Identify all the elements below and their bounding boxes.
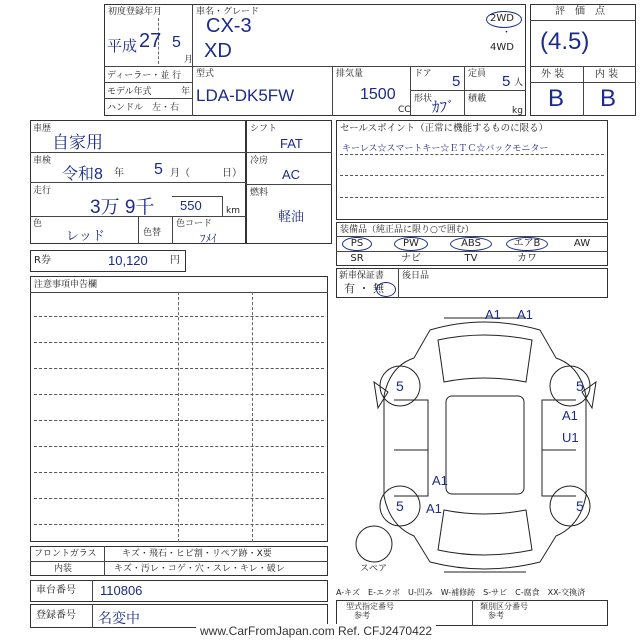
notes-vdash-2: [252, 292, 253, 542]
category-value: 自家用: [52, 133, 103, 152]
interior-value: B: [600, 85, 617, 112]
equip-abs: ABS: [461, 238, 481, 249]
form-vline: [472, 600, 473, 626]
header-vline2: [332, 66, 333, 116]
equip-leather: カワ: [517, 253, 537, 264]
sales-points-line1: キーレス☆スマートキー☆ＥＴＣ☆バックモニター: [342, 143, 549, 153]
mark-right-u1: U1: [562, 430, 579, 445]
equip-navi: ナビ: [401, 253, 421, 264]
chassis-value: 110806: [100, 583, 143, 598]
car-name-value: CX-3: [206, 15, 252, 37]
inspection-year-unit: 年: [114, 168, 124, 179]
cc-unit: CC: [398, 105, 411, 115]
shift-hline1: [246, 152, 332, 153]
header-hline-shape: [410, 90, 526, 91]
chassis-vline: [92, 580, 93, 602]
capacity-unit: 人: [514, 78, 524, 88]
color-label: 色: [33, 219, 43, 229]
spare-label: スペア: [360, 564, 388, 574]
sales-dash-2: [340, 197, 604, 198]
exterior-value: B: [548, 85, 565, 112]
form-ref-2: 参考: [488, 611, 504, 620]
notes-dash-8: [34, 524, 324, 525]
type-label: 型式: [196, 69, 215, 79]
mark-front-a1-right: A1: [517, 307, 533, 322]
notes-title: 注意事項申告欄: [34, 280, 98, 290]
car-diagram: [334, 300, 636, 584]
ac-value: AC: [282, 167, 301, 182]
load-unit: kg: [512, 106, 523, 116]
door-label: ドア: [414, 69, 432, 79]
notes-dash-7: [34, 498, 324, 499]
mark-wheel-fr: 5: [576, 378, 584, 394]
windshield-value: キズ・飛石・ヒビ割・リペア跡・X要: [122, 549, 272, 559]
sales-points-title: セールスポイント（正常に機能するものに限る）: [340, 123, 549, 134]
form-label-2: 類別区分番号: [480, 602, 528, 611]
legend-text: A-キズ E-エクボ U-凹み W-補修跡 S-サビ C-腐食 XX-交換済: [336, 588, 586, 597]
mark-wheel-rr: 5: [576, 498, 584, 514]
equipment-title: 装備品（純正品に限り○で囲む）: [340, 225, 474, 235]
fuel-value: 軽油: [278, 209, 305, 224]
rating-vline: [583, 66, 584, 116]
dealer-label: ディーラー・並 行: [107, 71, 182, 81]
month-unit: 月: [184, 55, 194, 65]
inspection-month-unit: 月（: [170, 168, 190, 179]
details-vline-color2: [172, 216, 173, 244]
inspection-era: 令和8: [62, 166, 103, 183]
sales-dash-0: [340, 154, 604, 155]
watermark: www.CarFromJapan.com Ref. CFJ2470422: [196, 624, 436, 638]
capacity-label: 定員: [468, 69, 487, 79]
equip-ps: PS: [350, 238, 364, 249]
mark-wheel-rl: 5: [396, 498, 404, 514]
notes-vdash-1: [178, 292, 179, 542]
inspection-label: 車検: [33, 156, 52, 166]
details-hline-km: [172, 196, 222, 197]
shift-label: シフト: [250, 124, 278, 134]
displacement-value: 1500: [360, 86, 396, 103]
form-label-1: 型式指定番号: [346, 602, 394, 611]
drive-4wd-label: 4WD: [490, 42, 514, 53]
shape-value: ｶﾌﾞ: [432, 99, 455, 116]
equip-airbag: エアB: [513, 238, 541, 249]
later-label: 後日品: [402, 271, 430, 281]
header-box: [104, 4, 526, 116]
notes-hline: [30, 292, 328, 293]
header-hline-model: [104, 98, 192, 99]
color-code-value: ﾌﾒｲ: [200, 233, 217, 245]
equip-sr: SR: [350, 253, 364, 264]
notes-dash-2: [34, 368, 324, 369]
header-divider: [104, 66, 526, 67]
mark-left-a1-upper: A1: [432, 473, 448, 488]
grade-value: XD: [204, 40, 232, 62]
reg-year-label: 初度登録年月: [108, 7, 163, 17]
interior-row-value: キズ・汚レ・コゲ・穴・スレ・キレ・破レ: [114, 564, 285, 574]
exterior-label: 外 装: [541, 69, 565, 80]
inspection-day-unit: 日）: [222, 168, 242, 179]
details-vline-km: [222, 196, 223, 216]
form-ref-1: 参考: [354, 611, 370, 620]
header-vline4: [464, 66, 465, 116]
score-value: (4.5): [540, 28, 590, 55]
warranty-none-circle: [376, 282, 396, 297]
warranty-vline: [398, 268, 399, 298]
interior-row-label: 内装: [54, 564, 73, 574]
mileage-value: 3万 9千: [90, 197, 155, 218]
equip-pw: PW: [403, 238, 419, 249]
chassis-label: 車台番号: [36, 585, 76, 596]
recycle-label: R券: [34, 255, 51, 266]
notes-dash-6: [34, 472, 324, 473]
mark-wheel-fl: 5: [396, 378, 404, 394]
model-year-label: モデル年式: [107, 87, 152, 97]
shift-value: FAT: [280, 136, 303, 151]
color-value: レッド: [66, 228, 105, 243]
shift-hline2: [246, 184, 332, 185]
mileage-sub: 550: [180, 198, 202, 213]
header-hline-dealer: [104, 82, 192, 83]
windshield-vline: [104, 546, 105, 576]
km-unit: km: [226, 206, 240, 216]
equipment-hline2: [336, 251, 608, 252]
mark-left-a1-lower: A1: [426, 501, 442, 516]
fuel-label: 燃料: [250, 188, 269, 198]
interior-label: 内 装: [595, 69, 619, 80]
year-value: 27: [139, 30, 162, 52]
year-unit: 年: [181, 87, 191, 97]
category-label: 車歴: [33, 124, 52, 134]
mark-front-a1-left: A1: [485, 307, 501, 322]
type-value: LDA-DK5FW: [196, 86, 295, 105]
inspection-month: 5: [154, 161, 163, 178]
warranty-value: 有 ・ 無: [344, 282, 384, 295]
door-value: 5: [452, 73, 461, 90]
car-name-label: 車名・グレード: [196, 7, 260, 17]
mileage-label: 走行: [33, 186, 52, 196]
notes-dash-3: [34, 394, 324, 395]
warranty-label: 新車保証書: [339, 271, 385, 281]
registration-value: 名変中: [98, 610, 140, 626]
equip-tv: TV: [464, 253, 478, 264]
sales-points-box: [336, 120, 608, 220]
load-label: 積載: [468, 94, 487, 104]
notes-dash-5: [34, 446, 324, 447]
capacity-value: 5: [502, 73, 511, 90]
windshield-label: フロントガラス: [34, 549, 97, 559]
ac-label: 冷房: [250, 156, 269, 166]
sales-dash-1: [340, 175, 604, 176]
equip-aw: AW: [573, 238, 591, 249]
recycle-unit: 円: [170, 255, 180, 266]
notes-dash-4: [34, 420, 324, 421]
color-code-label: 色コード: [176, 219, 213, 229]
drive-2wd-label: 2WD: [490, 13, 514, 24]
drive-dot: ・: [502, 28, 512, 38]
rating-hline1: [530, 20, 636, 21]
month-value: 5: [172, 34, 181, 51]
notes-dash-1: [34, 342, 324, 343]
details-vline-color1: [138, 216, 139, 244]
notes-dash-0: [34, 316, 324, 317]
handle-label: ハンドル 左・右: [107, 103, 180, 113]
shape-label: 形状: [414, 94, 433, 104]
displacement-label: 排気量: [336, 69, 364, 79]
registration-vline: [92, 604, 93, 628]
registration-label: 登録番号: [36, 610, 76, 621]
mark-right-a1: A1: [562, 408, 578, 423]
score-label: 評 価 点: [555, 6, 605, 17]
windshield-hline: [30, 561, 328, 562]
recycle-value: 10,120: [108, 253, 148, 268]
era-value: 平成: [107, 38, 138, 55]
color-swap-label: 色替: [143, 228, 162, 238]
